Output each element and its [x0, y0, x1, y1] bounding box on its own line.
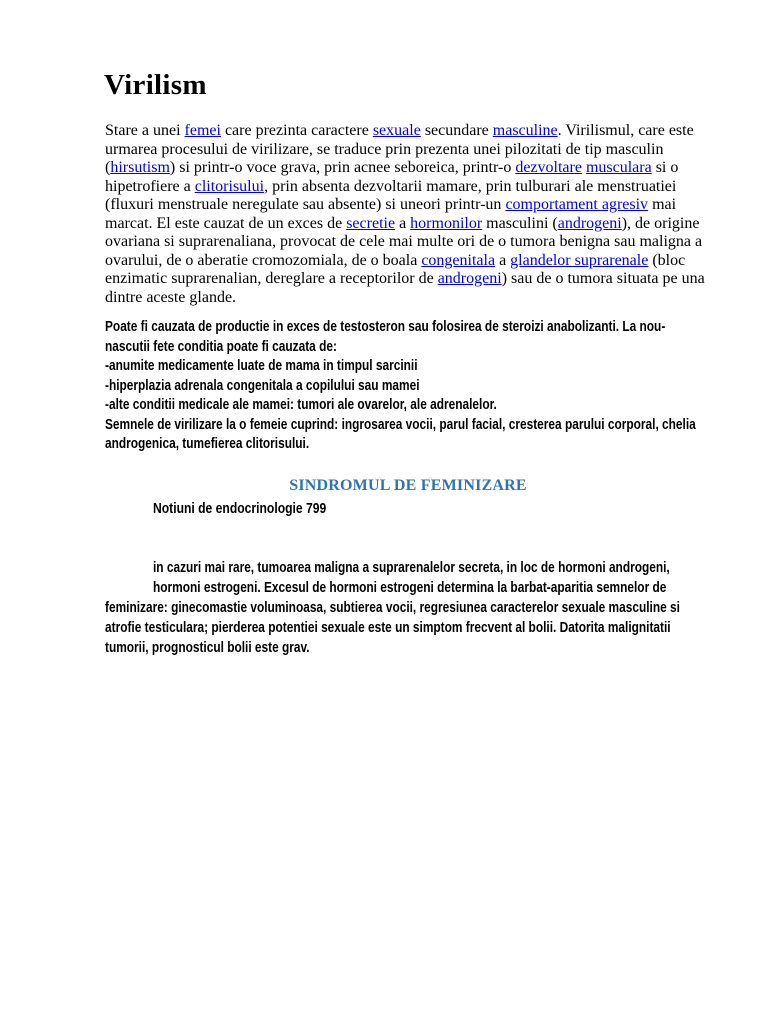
term-link[interactable]: hormonilor: [410, 214, 483, 232]
term-link[interactable]: androgeni: [557, 214, 622, 232]
text-line: feminizare: ginecomastie voluminoasa, subtierea vocii, regresiunea caracterelor sexuale masculine si: [105, 600, 680, 616]
term-link[interactable]: masculine: [492, 122, 558, 139]
term-link[interactable]: glandelor suprarenale: [510, 251, 649, 269]
feminization-heading: SINDROMUL DE FEMINIZARE: [289, 477, 527, 494]
text-run: . Virilismul, care este urmarea procesului de virilizare, se traduce prin prezenta unei pilozitati de tip masculin (: [105, 122, 694, 176]
term-link[interactable]: femei: [184, 122, 221, 139]
page-title: Virilism: [104, 69, 207, 101]
text-run: si o hipetrofiere a: [105, 159, 679, 195]
text-line: -hiperplazia adrenala congenitala a copilului sau mamei: [105, 377, 420, 394]
text-line: androgenica, tumefierea clitorisului.: [105, 436, 310, 452]
text-run: care prezinta caractere: [220, 122, 373, 139]
text-line: Poate fi cauzata de productie in exces de testosteron sau folosirea de steroizi anabolizanti. La nou-: [105, 319, 666, 335]
term-link[interactable]: hirsutism: [110, 159, 170, 176]
term-link[interactable]: congenitala: [421, 251, 496, 269]
text-run: a: [395, 214, 411, 232]
text-line: atrofie testiculara; pierderea potentiei sexuale este un simptom frecvent al bolii. Datorita malignitatii: [105, 620, 671, 636]
text-run: a: [495, 251, 511, 269]
source-note: Notiuni de endocrinologie 799: [153, 501, 327, 517]
term-link[interactable]: comportament agresiv: [505, 196, 649, 213]
text-run: secundare: [420, 122, 493, 139]
term-link[interactable]: dezvoltare: [515, 159, 582, 176]
term-link[interactable]: secretie: [346, 214, 396, 232]
text-line: in cazuri mai rare, tumoarea maligna a suprarenalelor secreta, in loc de hormoni androgeni,: [153, 560, 670, 576]
text-line: -anumite medicamente luate de mama in timpul sarcinii: [105, 358, 418, 374]
intro-paragraph: [105, 122, 711, 307]
text-line: Semnele de virilizare la o femeie cuprind: ingrosarea vocii, parul facial, cresterea parului corporal, chelia: [105, 416, 696, 433]
text-line: -alte conditii medicale ale mamei: tumori ale ovarelor, ale adrenalelor.: [105, 397, 497, 413]
term-link[interactable]: musculara: [585, 159, 652, 176]
text-run: (bloc enzimatic suprarenalian, dereglare a receptorilor de: [105, 251, 686, 287]
text-run: ), de origine ovariana si suprarenaliana, provocat de cele mai multe ori de o tumora benigna sau maligna a ovarului, de o aberatie cromozomiala, de o boala: [105, 214, 703, 269]
text-run: ) sau de o tumora situata pe una dintre aceste glande.: [105, 270, 705, 306]
text-run: Stare a unei: [105, 122, 185, 139]
term-link[interactable]: clitorisului: [194, 177, 265, 195]
text-line: tumorii, prognosticul bolii este grav.: [105, 640, 310, 656]
text-run: , prin absenta dezvoltarii mamare, prin tulburari ale menstruatiei (fluxuri menstruale neregulate sau absente) si uneori printr-un: [105, 177, 677, 213]
term-link[interactable]: sexuale: [372, 122, 421, 139]
term-link[interactable]: androgeni: [437, 270, 502, 287]
text-run: ) si printr-o voce grava, prin acnee seboreica, printr-o: [169, 159, 516, 176]
text-run: mai marcat. El este cauzat de un exces de: [105, 196, 677, 232]
text-run: masculini (: [482, 214, 558, 232]
text-line: nascutii fete conditia poate fi cauzata de:: [105, 338, 337, 355]
feminization-block: [105, 558, 765, 658]
text-line: hormoni estrogeni. Excesul de hormoni estrogeni determina la barbat-aparitia semnelor de: [153, 580, 667, 596]
causes-block: [105, 318, 765, 455]
